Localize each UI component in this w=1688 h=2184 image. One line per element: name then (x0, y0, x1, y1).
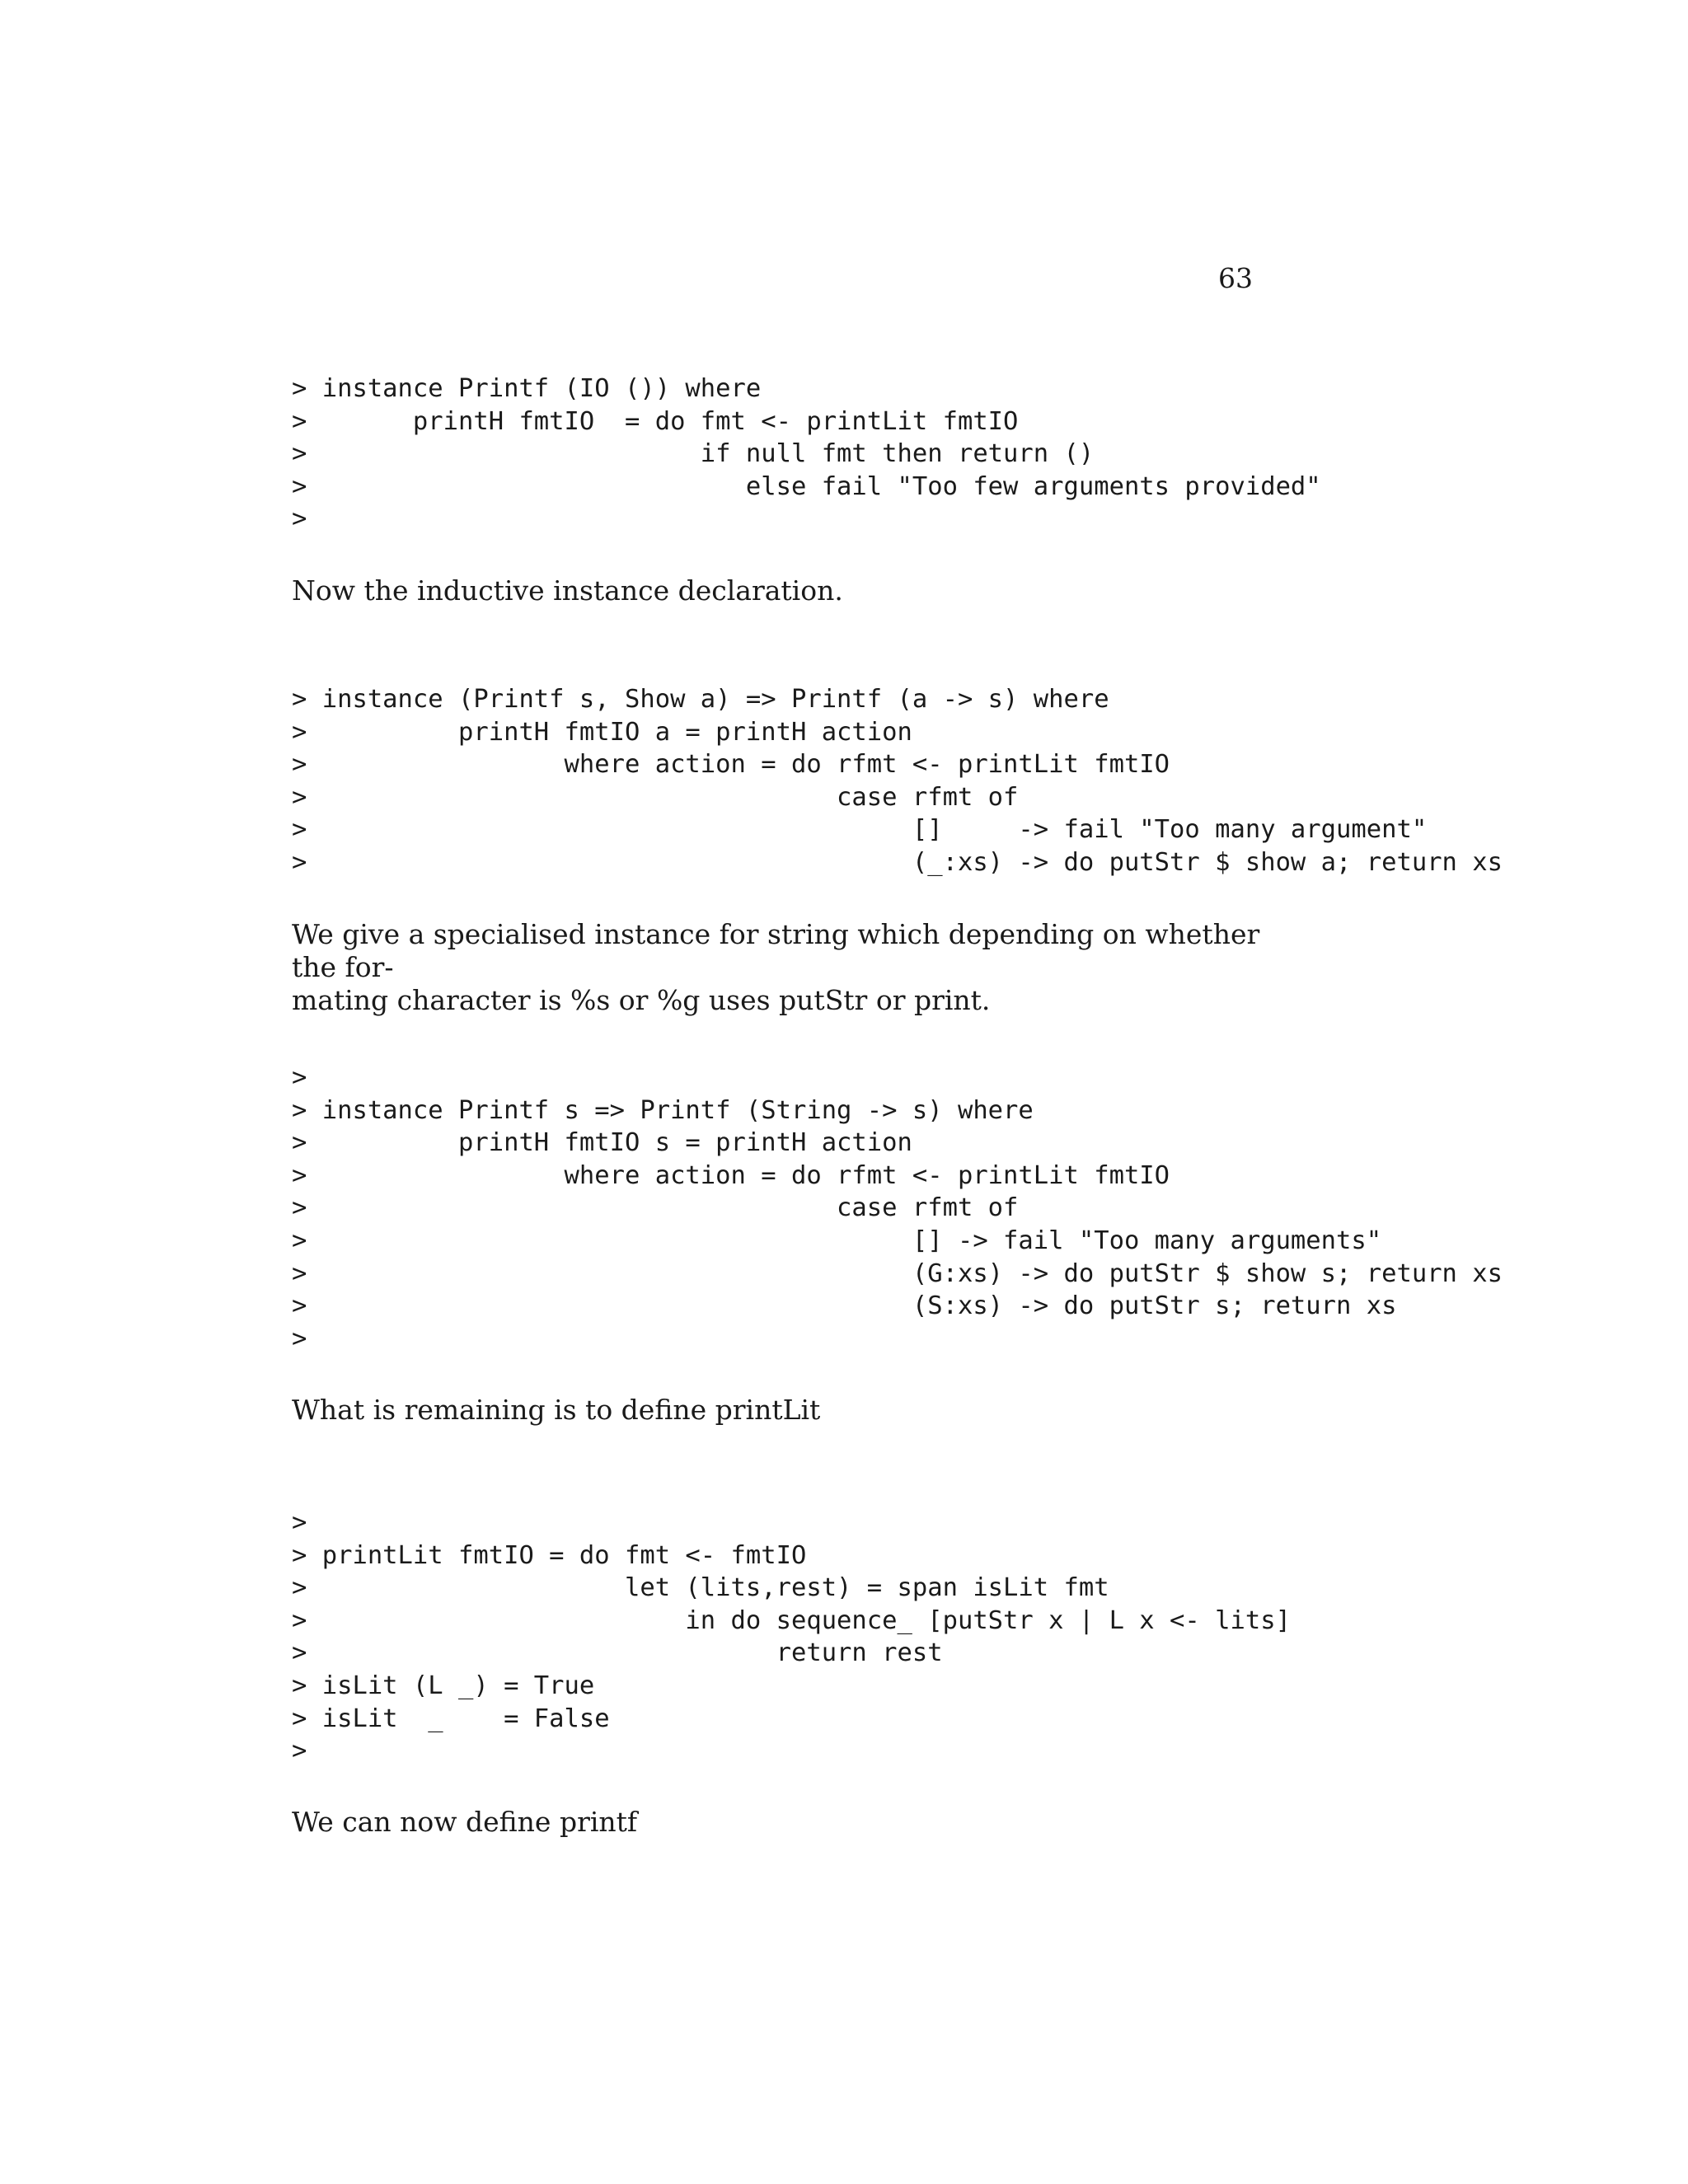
code-line: > in do sequence_ [putStr x | L x <- lits] (292, 1605, 1291, 1635)
paragraph-line: mating character is %s or %g uses putStr or print. (292, 984, 991, 1016)
code-block-string-instance (292, 1062, 1503, 1355)
code-line: > printLit fmtIO = do fmt <- fmtIO (292, 1540, 807, 1570)
code-line: > if null fmt then return () (292, 439, 1095, 469)
code-line: > isLit _ = False (292, 1704, 610, 1733)
code-block-inductive-instance (292, 683, 1503, 879)
code-line: > else fail "Too few arguments provided" (292, 471, 1321, 501)
code-line: > return rest (292, 1638, 943, 1668)
code-line: > (292, 1324, 307, 1353)
page-number: 63 (1218, 262, 1253, 294)
code-block-printlit (292, 1507, 1291, 1768)
code-line: > printH fmtIO = do fmt <- printLit fmtIO (292, 406, 1019, 436)
paragraph-printlit-intro (292, 1394, 1281, 1427)
code-line: > printH fmtIO a = printH action (292, 717, 912, 747)
code-line: > (292, 1736, 307, 1766)
code-line: > isLit (L _) = True (292, 1671, 595, 1700)
code-line: > instance (Printf s, Show a) => Printf (a -> s) where (292, 685, 1109, 714)
code-line: > (292, 1508, 307, 1537)
paragraph-line: We can now define printf (292, 1806, 638, 1838)
paragraph-inductive-instance (292, 574, 1281, 607)
code-line: > [] -> fail "Too many arguments" (292, 1226, 1382, 1255)
paragraph-define-printf (292, 1806, 1281, 1839)
paragraph-line: Now the inductive instance declaration. (292, 574, 843, 607)
code-line: > case rfmt of (292, 782, 1019, 812)
code-line: > instance Printf (IO ()) where (292, 374, 762, 403)
code-line: > printH fmtIO s = printH action (292, 1128, 912, 1158)
paragraph-string-instance (292, 918, 1281, 1017)
code-line: > (292, 1063, 307, 1092)
code-line: > (G:xs) -> do putStr $ show s; return xs (292, 1258, 1503, 1288)
paragraph-line: We give a specialised instance for string which depending on whether the for- (292, 918, 1260, 983)
code-line: > (_:xs) -> do putStr $ show a; return xs (292, 847, 1503, 877)
code-line: > [] -> fail "Too many argument" (292, 815, 1428, 845)
code-line: > where action = do rfmt <- printLit fmtIO (292, 1160, 1170, 1190)
code-line: > where action = do rfmt <- printLit fmtIO (292, 750, 1170, 780)
paragraph-line: What is remaining is to define printLit (292, 1394, 821, 1426)
code-block-io-instance (292, 373, 1321, 536)
code-line: > case rfmt of (292, 1193, 1019, 1223)
code-line: > instance Printf s => Printf (String -> s) where (292, 1095, 1034, 1125)
code-line: > (S:xs) -> do putStr s; return xs (292, 1291, 1397, 1321)
code-line: > let (lits,rest) = span isLit fmt (292, 1573, 1109, 1603)
code-line: > (292, 504, 307, 534)
